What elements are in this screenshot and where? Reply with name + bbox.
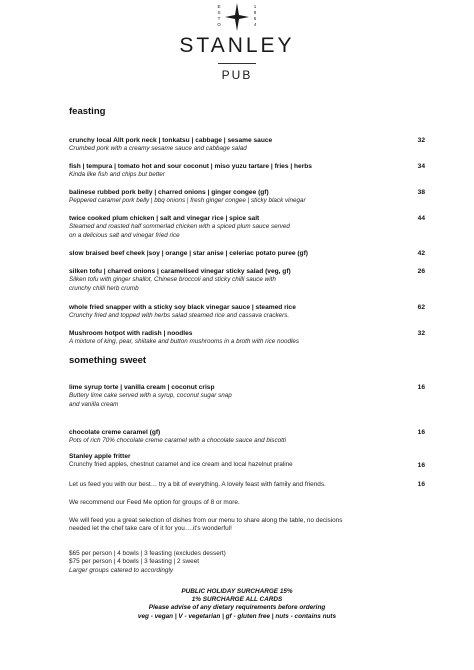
item-price: 16 — [417, 429, 425, 436]
year-digit: 4 — [253, 22, 257, 27]
feed-me-options — [69, 550, 425, 575]
dietary-notice: Please advise of any dietary requirements before ordering — [148, 604, 326, 612]
feed-me-intro — [69, 481, 425, 489]
item-price: 44 — [417, 215, 425, 222]
item-price: 34 — [417, 163, 425, 170]
item-price: 42 — [417, 250, 425, 257]
menu-item — [69, 268, 425, 293]
menu-item — [69, 429, 425, 446]
surcharge-cards: 1% SURCHARGE ALL CARDS — [191, 596, 283, 604]
dietary-legend: veg - vegan | V - vegetarian | gf - gluten free | nuts - contains nuts — [137, 612, 337, 620]
item-desc: Crunchy fried apples, chestnut caramel and ice cream and local hazelnut praline — [69, 461, 293, 469]
brand-name: STANLEY — [179, 34, 295, 57]
feed-me-line: We will feed you a great selection of dishes from our menu to share along the table, no decisions — [69, 517, 343, 524]
menu-item — [69, 137, 425, 154]
item-desc: on a delicious salt and vinegar fried rice — [69, 231, 180, 239]
item-price: 16 — [417, 384, 425, 391]
feed-me-note: Larger groups catered to accordingly — [69, 566, 174, 574]
item-desc: Steamed and roasted half sommerlad chicken with a spiced plum sauce served — [69, 223, 290, 231]
year-digit: 8 — [253, 10, 257, 15]
feed-me-option: $75 per person | 4 bowls | 3 feasting | 2 sweet — [69, 558, 200, 566]
item-name: silken tofu | charred onions | caramelised vinegar sticky salad (veg, gf) — [69, 268, 291, 275]
esto-text — [215, 4, 223, 28]
item-name: lime syrup torte | vanilla cream | coconut crisp — [69, 384, 215, 391]
menu-item — [69, 215, 425, 240]
item-desc: A mixture of king, pear, shiitake and button mushrooms in a broth with rice noodles — [69, 338, 300, 346]
brand-sub: PUB — [221, 68, 253, 82]
item-price: 38 — [417, 189, 425, 196]
item-name: balinese rubbed pork belly | charred onions | ginger congee (gf) — [69, 189, 269, 196]
menu-item — [69, 189, 425, 206]
item-desc: Silken tofu with ginger shallot, Chinese broccoli and sticky chilli sauce with — [69, 276, 276, 284]
esto-letter: T — [217, 16, 221, 21]
item-desc: and vanilla cream — [69, 400, 119, 408]
item-desc: crunchy chilli herb crumb — [69, 284, 139, 292]
feed-me-price: 16 — [417, 481, 425, 488]
feed-me-text: Let us feed you with our best… try a bit of everything. A lovely feast with family and friends. — [69, 481, 326, 488]
esto-letter: E — [217, 4, 221, 9]
section-title-sweet: something sweet — [69, 355, 147, 366]
item-name: fish | tempura | tomato hot and sour coconut | miso yuzu tartare | fries | herbs — [69, 163, 312, 170]
menu-footer — [100, 588, 374, 621]
menu-item — [69, 330, 425, 347]
item-price: 32 — [417, 330, 425, 337]
item-name: Stanley apple fritter — [69, 453, 131, 460]
feed-me-recommend: We recommend our Feed Me option for groups of 8 or more. — [69, 499, 240, 506]
item-price: 62 — [417, 304, 425, 311]
item-desc: Kinda like fish and chips but better — [69, 171, 165, 179]
item-name: slow braised beef cheek |soy | orange | star anise | celeriac potato puree (gf) — [69, 250, 308, 257]
item-desc: Crumbed pork with a creamy sesame sauce and cabbage salad — [69, 145, 247, 153]
year-text — [251, 4, 259, 28]
item-price: 32 — [417, 137, 425, 144]
year-digit: 1 — [253, 4, 257, 9]
item-name: twice cooked plum chicken | salt and vinegar rice | spice salt — [69, 215, 260, 222]
item-desc: Crunchy fried and topped with herbs salad steamed rice and cassava crackers. — [69, 312, 290, 320]
esto-letter: O — [217, 22, 221, 27]
menu-item — [69, 304, 425, 321]
item-desc: Pots of rich 70% chocolate creme caramel with a chocolate sauce and biscotti — [69, 437, 287, 445]
item-desc: Peppered caramel pork belly | bbq onions | fresh ginger congee | sticky black vinegar — [69, 197, 306, 205]
surcharge-holiday: PUBLIC HOLIDAY SURCHARGE 15% — [181, 588, 293, 595]
item-name: crunchy local Allt pork neck | tonkatsu | cabbage | sesame sauce — [69, 137, 273, 144]
item-desc: Buttery lime cake served with a syrup, coconut sugar snap — [69, 392, 232, 400]
menu-item — [69, 453, 425, 470]
pub-logo — [0, 0, 474, 100]
item-name: whole fried snapper with a sticky soy black vinegar sauce | steamed rice — [69, 304, 296, 311]
feed-me-option: $65 per person | 4 bowls | 3 feasting (excludes dessert) — [69, 550, 226, 557]
esto-letter: S — [217, 10, 221, 15]
feed-me-line: needed let the chef take care of it for you….it's wonderful! — [69, 525, 232, 533]
section-title-feasting: feasting — [69, 106, 106, 117]
item-price: 26 — [417, 268, 425, 275]
year-digit: 5 — [253, 16, 257, 21]
menu-item — [69, 384, 425, 409]
item-name: Mushroom hotpot with radish | noodles — [69, 330, 193, 337]
feed-me-description — [69, 517, 425, 534]
item-price: 16 — [417, 462, 425, 469]
menu-item — [69, 163, 425, 180]
logo-divider — [218, 63, 256, 64]
star-icon — [225, 3, 249, 31]
menu-item — [69, 250, 425, 258]
item-name: chocolate creme caramel (gf) — [69, 429, 161, 436]
